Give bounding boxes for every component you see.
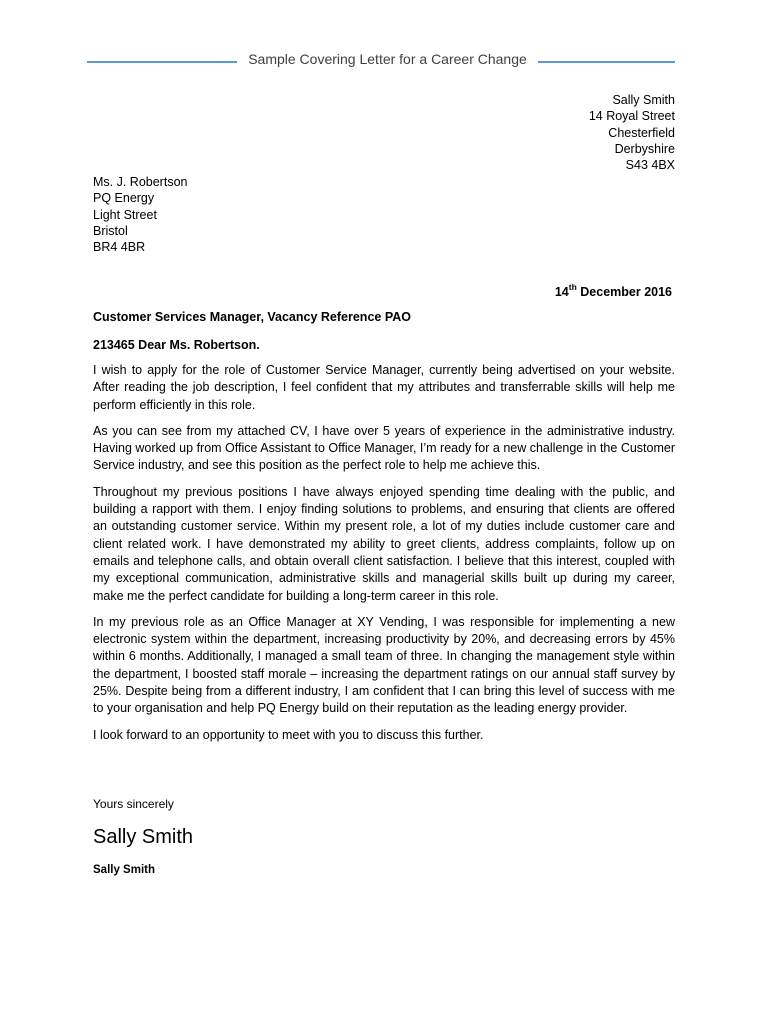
- body-paragraph-1: I wish to apply for the role of Customer Service Manager, currently being advertised on your website. After reading the job description, I feel confident that my attributes and transferrable skills will help me perform efficiently in this role.: [93, 363, 675, 412]
- signature: Sally Smith: [93, 826, 194, 848]
- body-paragraph-3: Throughout my previous positions I have always enjoyed spending time dealing with the public, and building a rapport with them. I enjoy finding solutions to problems, and ensuring that clients are offered an outstanding customer service. Within my present role, a lot of my duties include customer care and client related work. I have demonstrated my ability to greet clients, address complaints, follow up on emails and telephone calls, and obtain overall client satisfaction. I believe that this interest, coupled with my exceptional communication, administrative skills and managerial skills built up during my career, make me the perfect candidate for building a long-term career in this role.: [93, 484, 675, 603]
- recipient-postcode: BR4 4BR: [93, 240, 146, 255]
- document-title: Sample Covering Letter for a Career Change: [248, 51, 527, 67]
- subject-line: Customer Services Manager, Vacancy Reference PAO: [93, 310, 411, 324]
- sender-county: Derbyshire: [614, 141, 675, 156]
- salutation: 213465 Dear Ms. Robertson.: [93, 338, 260, 352]
- date-day: 14: [554, 285, 569, 299]
- body-paragraph-5: I look forward to an opportunity to meet with you to discuss this further.: [93, 727, 484, 742]
- sender-street: 14 Royal Street: [588, 109, 675, 124]
- body-paragraph-2: As you can see from my attached CV, I have over 5 years of experience in the administrative industry. Having worked up from Office Assistant to Office Manager, I’m ready for a new challenge in the Customer Service industry, and see this position as the perfect role to help me achieve this.: [93, 423, 675, 473]
- recipient-name: Ms. J. Robertson: [93, 175, 188, 189]
- date-month-year: December 2016: [576, 285, 672, 299]
- header-rule-left: [87, 61, 237, 63]
- sender-name: Sally Smith: [612, 93, 675, 107]
- recipient-company: PQ Energy: [93, 191, 155, 206]
- recipient-street: Light Street: [93, 207, 157, 222]
- letter-date: [554, 281, 672, 300]
- printed-name: Sally Smith: [93, 864, 155, 876]
- header-rule-right: [538, 61, 675, 63]
- body-paragraph-4: In my previous role as an Office Manager at XY Vending, I was responsible for implementing a new electronic system within the department, increasing productivity by 20%, and decreasing errors by 45% within 6 months. Additionally, I managed a small team of three. In changing the management style within the department, I boosted staff morale – increasing the department ratings on our annual staff survey by 25%. Despite being from a different industry, I am confident that I can bring this level of success with me to your organisation and help PQ Energy build on their reputation as the leading energy provider.: [93, 614, 675, 716]
- date-suffix: th: [568, 281, 577, 292]
- recipient-city: Bristol: [93, 223, 128, 238]
- closing: Yours sincerely: [93, 797, 174, 811]
- sender-address: [589, 92, 675, 173]
- sender-postcode: S43 4BX: [625, 158, 675, 173]
- letter-body: [93, 362, 675, 753]
- sender-town: Chesterfield: [608, 125, 675, 140]
- recipient-address: [93, 174, 187, 255]
